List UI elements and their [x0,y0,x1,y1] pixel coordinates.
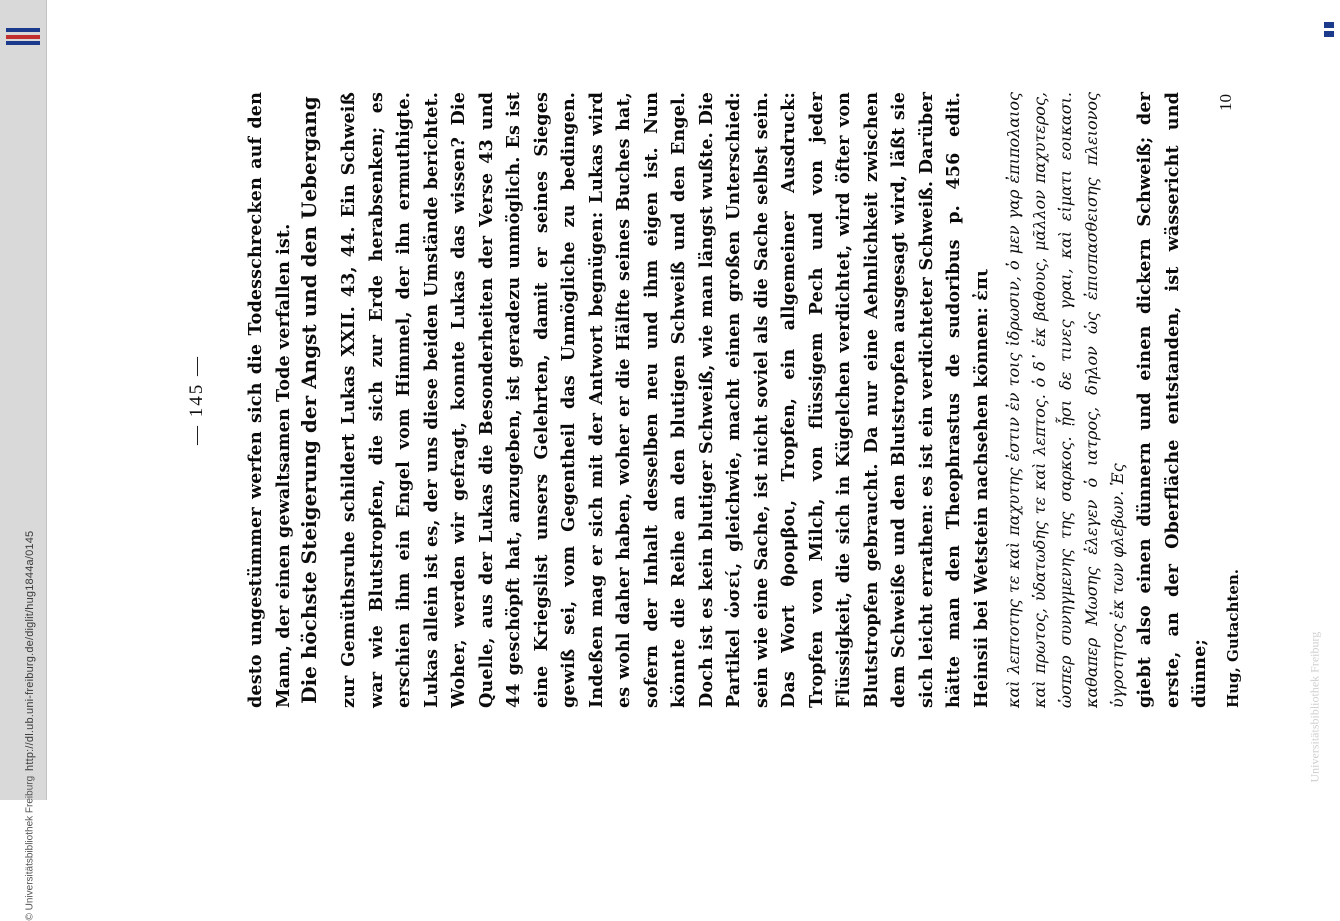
page-scan-area [46,0,1340,800]
paragraph-main: zur Gemüthsruhe schildert Lukas XXII. 43, 44. Ein Schweiß war wie Blutstropfen, die sich zur Erde herabsenken; es erschien ihm ein Engel vom Himmel, der ihn ermuthigte. Lukas allein ist es, der uns diese beiden Umstände berichtet. Woher, werden wir gefragt, konnte Lukas das wissen? Die Quelle, aus der Lukas die Besonderheiten der Verse 43 und 44 geschöpft hat, anzugeben, ist geradezu unmöglich. Es ist eine Kriegslist unsers Gelehrten, damit er seines Sieges gewiß sei, vom Gegentheil das Unmögliche zu bedingen. Indeßen mag er sich mit der Antwort begnügen: Lukas wird es wohl daher haben, woher er die Hälfte seines Buches hat, sofern der Inhalt desselben neu und ihm eigen ist. Nun könnte die Reihe an den blutigen Schweiß und den Engel. Doch ist es kein blutiger Schweiß, wie man längst wußte. Die Partikel ὡσεί, gleichwie, macht einen großen Unterschied: sein wie eine Sache, ist nicht soviel als die Sache selbst sein. Das Wort θρομβοι, Tropfen, ein allgemeiner Ausdruck: Tropfen von Milch, von flüssigem Pech und von jeder Flüssigkeit, die sich in Kügelchen verdichtet, wird öfter von Blutstropfen gebraucht. Da nur eine Aehnlichkeit zwischen dem Schweiße und den Blutstropfen ausgesagt wird, läßt sie sich leicht errathen: es ist ein verdichteter Schweiß. Darüber hätte man den Theophrastus de sudoribus p. 456 edit. Heinsii bei Wetstein nachsehen können: ἐπι [338,92,992,708]
faint-right-watermark: Universitätsbibliothek Freiburg [1307,631,1322,783]
page-number: — 145 — [186,355,207,445]
color-calibration-bar-icon [6,28,40,44]
scan-left-margin-strip [0,0,47,921]
paragraph-top: desto ungestümmer werfen sich die Todesschrecken auf den Mann, der einen gewaltsamen Tode verfallen ist. [245,92,294,708]
library-credit: © Universitätsbibliothek Freiburg [24,775,36,921]
sheet-signature-number: 10 [1216,94,1235,111]
section-heading: Die höchste Steigerung der Angst und den Uebergang [297,96,321,704]
rotated-page-body [128,30,1258,770]
body-text-closing [1131,30,1214,770]
digitization-url[interactable]: http://dl.ub.uni-freiburg.de/diglit/hug1844a/0145 [24,530,36,771]
body-text-column [242,30,297,770]
body-text-main [335,30,995,770]
greek-quotation: καὶ λεπτοτης τε καὶ παχυτης ἐστιν ἐν τοις ἱδρωσιν, ὁ μεν γαρ ἐπιπολαιος καὶ πρωτος, ὑδατωδης τε καὶ λεπτος. ὁ δ᾿ ἐκ βαθους, μᾶλλον παχυτερος, ὡσπερ συνηγμενης της σαρκος. ᾗσι δε τινες γραι, καὶ εἱματι εοικασι. καθαπερ Μωσης ἐλεγεν ὁ ιατρος, δηλον ὡς ἐπισπασθεισης πλειονος ὑγροτητος ἐκ των φλεβων. Ἑς [1004,92,1127,708]
signature-note: Hug, Gutachten. [1223,568,1242,708]
paragraph-closing: giebt also einen dünnern und einen dickern Schweiß; der erste, an der Oberfläche entstanden, ist wässericht und dünne; [1134,92,1210,708]
